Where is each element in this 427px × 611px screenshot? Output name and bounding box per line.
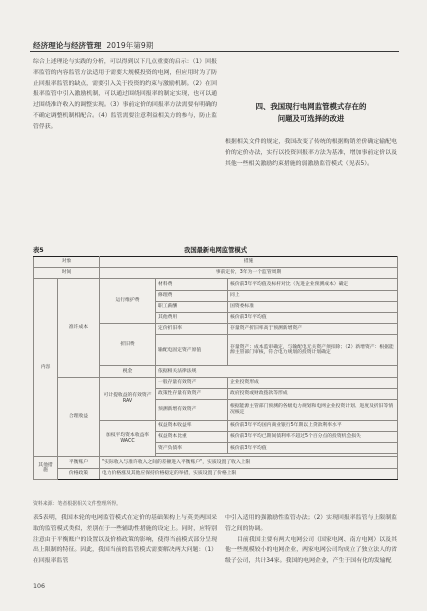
- table-cell: 运行维护费: [100, 279, 156, 324]
- table-cell: 准许成本: [58, 279, 100, 377]
- table-cell: 政策性存量有效资产: [156, 388, 228, 399]
- table-cell: 可计提收益的有效资产RAV: [100, 377, 156, 420]
- table-cell: 核价前3年平均值: [228, 443, 398, 454]
- journal-issue: 2019年第9期: [106, 41, 154, 50]
- journal-header: [33, 40, 153, 51]
- table-cell: 职工薪酬: [156, 301, 228, 312]
- column-right-top: [225, 137, 397, 169]
- table-cell: 加权平均资本收益率WACC: [100, 420, 156, 457]
- column-left-top: [33, 57, 217, 133]
- table-row: [34, 279, 398, 290]
- table-row: [34, 457, 398, 468]
- table-cell: 核价前3年平均值及标杆对比（先进企业预测成本）确定: [228, 279, 398, 290]
- table-title: 我国最新电网监管模式: [184, 247, 247, 254]
- table-cell: 折旧费: [100, 324, 156, 366]
- table-cell: 修理费: [156, 290, 228, 301]
- table-head-cell: 对象: [34, 257, 100, 268]
- table-cell: 内容: [34, 279, 58, 457]
- table-cell: 电力价格涨及其他应保持价格稳定的举措，实质设置了价格上限: [100, 468, 398, 479]
- regulation-table: [33, 256, 398, 480]
- table-cell: 存量资产：成本监审确定，与输配电无关资产须扣除；（2）新增资产：根据能源主管部门审核，符合电力规划的投资计划确定: [228, 335, 398, 366]
- table-cell: 定价折旧率: [156, 324, 228, 335]
- column-right-bottom: [225, 513, 397, 567]
- table-cell: 核价前3年平均值: [228, 312, 398, 323]
- table-cell: 同上: [228, 290, 398, 301]
- table-cell: 权益资本比重: [156, 432, 228, 443]
- section-title-line-1: 四、我国现行电网监管模式存在的: [255, 102, 367, 111]
- paragraph: 目前我国主要有两大电网公司（国家电网、南方电网）以及其他一些规模较小的电网企业，两家电网公司均成立了独立法人的省级子公司，共计34家。我国的电网企业，产生于国有化的发输配: [225, 536, 397, 565]
- page-number: 106: [33, 583, 46, 590]
- table-row: [34, 377, 398, 388]
- table-cell: 资产负债率: [156, 443, 228, 454]
- table-cell: 其他费用: [156, 312, 228, 323]
- table-cell: 核价前3年平均已期间债利率不超过5个百分点的投资机会损失: [228, 432, 398, 443]
- table-cell: 国资委标准: [228, 301, 398, 312]
- table-cell: 依据相关法律法规: [156, 366, 398, 377]
- table-cell: 输配电固定资产原值: [156, 335, 228, 366]
- table-cell: 权益资本收益率: [156, 420, 228, 431]
- paragraph: 表5表明，我国本轮的电网监管模式在定价的基础架构上与英美两国采取的监管模式类似，差别在于一些辅助性措施的设定上。同时，应特别注意由于平衡账户的设置以及价格政策的影响，使得当前模式部分呈现出上限制的特征。因此，我国当前的监管模式需要解决两大问题：（1）在回报率监管: [33, 515, 217, 565]
- table-cell: "实际收入与准许收入之间的差额进入平衡账户"，实质设置了收入上限: [100, 457, 398, 468]
- table-cell: 时间: [34, 268, 100, 279]
- table-cell: 存量资产折旧率高于预测新增资产: [228, 324, 398, 335]
- table-cell: 税金: [100, 366, 156, 377]
- table-row: [34, 468, 398, 479]
- table-head-cell: 措施: [100, 257, 398, 268]
- table-cell: 核价前3年平均国内商业银行5年期以上贷款利率水平: [228, 420, 398, 431]
- table-label: 表5: [33, 247, 44, 254]
- table-cell: 政府投资或财政拨款等形成: [228, 388, 398, 399]
- column-left-bottom: [33, 513, 217, 567]
- table-cell: 企业投资形成: [228, 377, 398, 388]
- table-cell: 价格政策: [58, 468, 100, 479]
- table-cell: 其他措施: [34, 457, 58, 479]
- paragraph: 根据相关文件的规定，我国改变了传统的根据购销差价确定输配电价的定价办法，实行以投资回报率方法为基准，增加事前定价以及其他一些相关激励约束措施的弱激励监管模式（见表5）。: [225, 139, 397, 167]
- table-cell: 材料费: [156, 279, 228, 290]
- table-header-row: [34, 257, 398, 268]
- table-cell: 预测新增有效资产: [156, 399, 228, 420]
- table-row: [34, 268, 398, 279]
- table-cell: 合理收益: [58, 377, 100, 457]
- section-heading: [225, 101, 397, 125]
- table-cell: 事前定价，3年为一个监管周期: [100, 268, 398, 279]
- section-title-line-2: 问题及可选择的改进: [277, 114, 345, 123]
- table-source-note: 资料来源：笔者根据相关文件整理所得。: [33, 501, 122, 507]
- table-cell: 一般存量有效资产: [156, 377, 228, 388]
- table-cell: 根据能源主管部门预测的各级电力规划和电网企业投资计划、进度及折旧等情况核定: [228, 399, 398, 420]
- table-cell: 平衡账户: [58, 457, 100, 468]
- header-rule: [30, 51, 399, 52]
- journal-title: 经济理论与经济管理: [33, 41, 102, 50]
- paragraph: 中引入适用的强激励性监管办法；（2）实现回报率监管与上限制监管之间的协调。: [225, 515, 397, 532]
- paragraph: 综合上述理论与实践的分析，可以得到以下几点重要的启示：（1）回报率监管的内容监管方法适用于需要大规模投资的电网，但应用时为了防止回报率监管的缺点，需要引入关于投资的约束与激励机制。（2）在回报率监管中引入激励机制，可以通过围绕回报率的制定实现，也可以通过围绕准许收入的调整实现。（3）事前定价的回报率方法需要有明确的不确定调整机制相配合。（4）监管需要注意利益相关方的参与，防止监管俘获。: [33, 59, 217, 130]
